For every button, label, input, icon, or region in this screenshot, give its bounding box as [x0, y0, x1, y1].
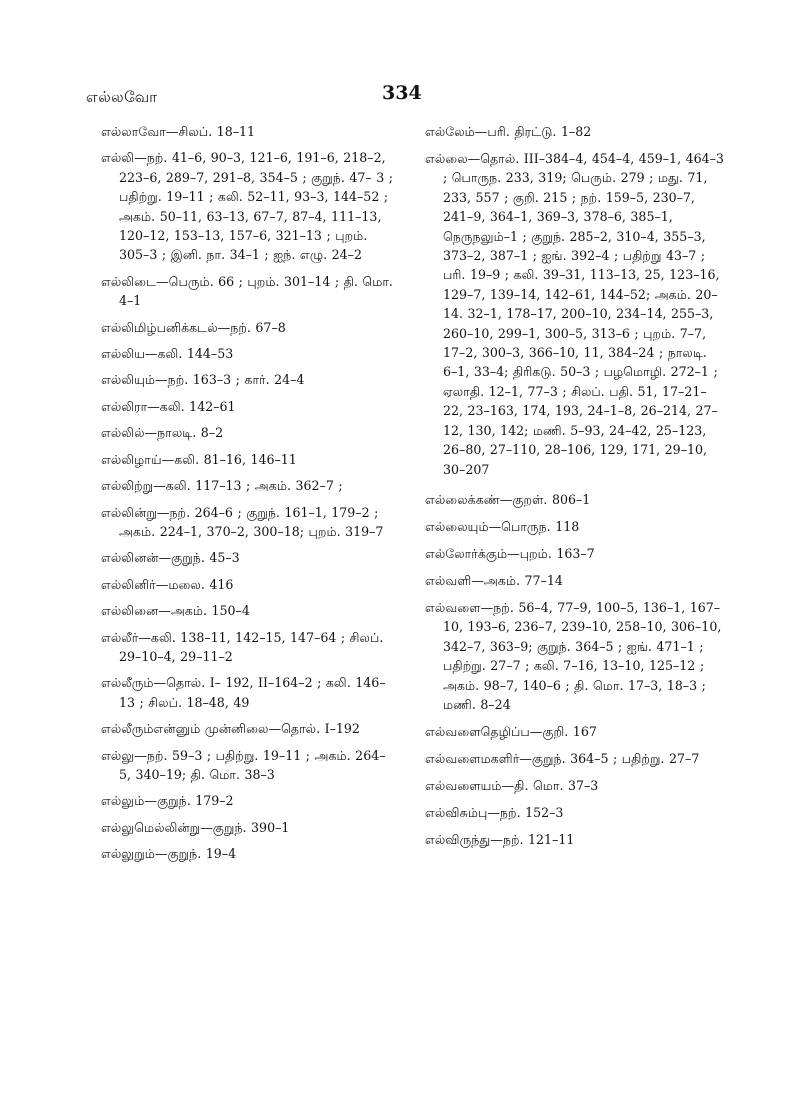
left-column	[101, 122, 393, 871]
index-entry: எல்லீர்—கலி. 138–11, 142–15, 147–64 ; சிலப். 29–10–4, 29–11–2	[101, 629, 384, 664]
index-entry: எல்லினிர்—மலை. 416	[101, 576, 234, 592]
index-entry: எல்லின்று—நற். 264–6 ; குறுந். 161–1, 179–2 ; அகம். 224–1, 370–2, 300–18; புறம். 319–7	[101, 504, 384, 539]
index-entry: எல்லீரும்—தொல். I– 192, II–164–2 ; கலி. 146–13 ; சிலப். 18–48, 49	[101, 675, 386, 710]
index-entry: எல்லியும்—நற். 163–3 ; கார். 24–4	[101, 372, 305, 388]
index-entry: எல்லிடை—பெரும். 66 ; புறம். 301–14 ; தி. மொ. 4–1	[101, 273, 393, 309]
index-entry: எல்வளையம்—தி. மொ. 37–3	[425, 777, 599, 793]
index-entry: எல்லையும்—பொருந. 118	[425, 518, 580, 534]
index-entry: எல்லும்—குறுந். 179–2	[101, 793, 234, 809]
index-entry: எல்லிரா—கலி. 142–61	[101, 398, 236, 414]
page-number: 334	[382, 82, 422, 104]
index-entry: எல்லிழாய்—கலி. 81–16, 146–11	[101, 451, 297, 467]
index-entry: எல்லிற்று—கலி. 117–13 ; அகம். 362–7 ;	[101, 478, 343, 494]
index-entry: எல்லாவோ—சிலப். 18–11	[101, 124, 256, 139]
index-entry: எல்லில்—நாலடி. 8–2	[101, 425, 224, 441]
index-entry: எல்லி—நற். 41–6, 90–3, 121–6, 191–6, 218–2, 223–6, 289–7, 291–8, 354–5 ; குறுந். 47– 3 ; பதிற்று. 19–11 ; கலி. 52–11, 93–3, 144–52 ; அகம். 50–11, 63–13, 67–7, 87–4, 111–13, 120–12, 153–13, 157–6, 321–13 ; புறம். 305–3 ; இனி. நா. 34–1 ; ஐந். எழு. 24–2	[101, 150, 393, 263]
index-entry: எல்வளைமகளிர்—குறுந். 364–5 ; பதிற்று. 27–7	[425, 750, 700, 766]
index-entry: எல்லினை—அகம். 150–4	[101, 603, 250, 619]
right-column	[425, 122, 725, 857]
index-entry: எல்விருந்து—நற். 121–11	[425, 831, 575, 847]
index-entry: எல்விசும்பு—நற். 152–3	[425, 804, 564, 820]
index-entry: எல்லினன்—குறுந். 45–3	[101, 550, 240, 566]
index-entry: எல்லிய—கலி. 144–53	[101, 346, 234, 362]
index-entry: எல்லோர்க்கும்—புறம். 163–7	[425, 545, 595, 561]
index-entry: எல்லைக்கண்—குறள். 806–1	[425, 491, 591, 507]
index-entry: எல்லு—நற். 59–3 ; பதிற்று. 19–11 ; அகம். 264–5, 340–19; தி. மொ. 38–3	[101, 747, 386, 782]
running-header-word: எல்லவோ	[86, 88, 158, 106]
index-entry: எல்வளி—அகம். 77–14	[425, 572, 563, 588]
index-entry: எல்லை—தொல். III–384–4, 454–4, 459–1, 464–3 ; பொருந. 233, 319; பெரும். 279 ; மது. 71, 233, 557 ; குறி. 215 ; நற். 159–5, 230–7, 241–9, 364–1, 369–3, 378–6, 385–1, நெருநலும்–1 ; குறுந். 285–2, 310–4, 355–3, 373–2, 387–1 ; ஐங். 392–4 ; பதிற்று 43–7 ; பரி. 19–9 ; கலி. 39–31, 113–13, 25, 123–16, 129–7, 139–14, 142–61, 144–52; அகம். 20–14. 32–1, 178–17, 200–10, 234–14, 255–3, 260–10, 299–1, 300–5, 313–6 ; புறம். 7–7, 17–2, 300–3, 366–10, 11, 384–24 ; நாலடி. 6–1, 33–4; திரிகடு. 50–3 ; பழமொழி. 272–1 ; ஏலாதி. 12–1, 77–3 ; சிலப். பதி. 51, 17–21–22, 23–163, 174, 193, 24–1–8, 26–214, 27–12, 130, 142; மணி. 5–93, 24–42, 25–123, 26–80, 27–110, 28–106, 129, 171, 29–10, 30–207	[425, 151, 724, 477]
index-entry: எல்லிமிழ்பனிக்கடல்—நற். 67–8	[101, 319, 286, 335]
index-entry: எல்லீரும்என்னும் முன்னிலை—தொல். I–192	[101, 721, 360, 737]
index-entry: எல்லுறும்—குறுந். 19–4	[101, 846, 237, 862]
index-entry: எல்வளைதெழிப்ப—குறி. 167	[425, 723, 597, 739]
index-entry: எல்லுமெல்லின்று—குறுந். 390–1	[101, 819, 290, 835]
index-entry: எல்லேம்—பரி. திரட்டு. 1–82	[425, 124, 592, 139]
index-entry: எல்வளை—நற். 56–4, 77–9, 100–5, 136–1, 167–10, 193–6, 236–7, 239–10, 258–10, 306–10, 342–7, 363–9; குறுந். 364–5 ; ஐங். 471–1 ; பதிற்று. 27–7 ; கலி. 7–16, 13–10, 125–12 ; அகம். 98–7, 140–6 ; தி. மொ. 17–3, 18–3 ; மணி. 8–24	[425, 599, 722, 712]
